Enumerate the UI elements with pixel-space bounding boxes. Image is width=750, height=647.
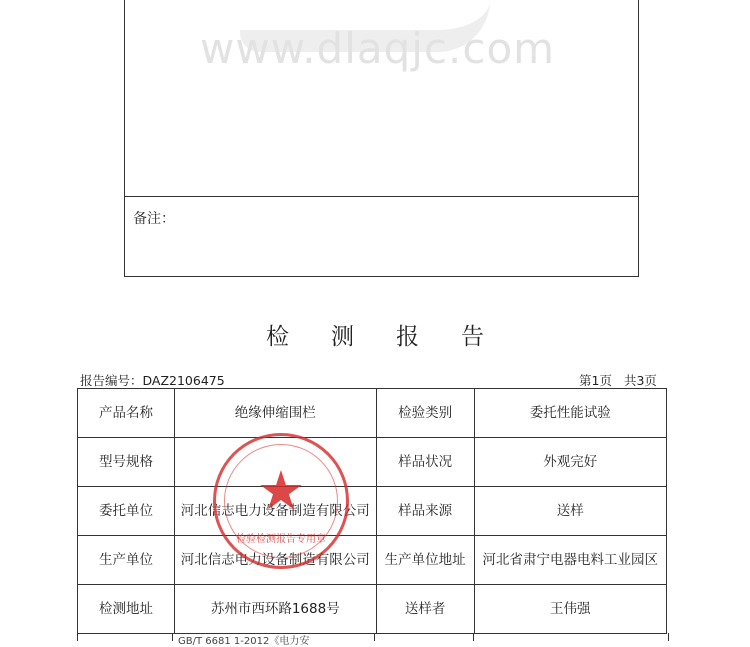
value-manufacturer: 河北信志电力设备制造有限公司 xyxy=(174,536,376,585)
page-current: 第1页 xyxy=(579,373,612,388)
page-total: 共3页 xyxy=(623,373,657,388)
label-manufacturer: 生产单位 xyxy=(78,536,175,585)
value-client: 河北信志电力设备制造有限公司 xyxy=(174,487,376,536)
table-row xyxy=(78,389,667,438)
previous-page-box xyxy=(124,0,639,277)
report-number: 报告编号：DAZ2106475 xyxy=(80,373,225,388)
remark-label: 备注： xyxy=(133,211,175,227)
table-row xyxy=(78,438,667,487)
table-row xyxy=(78,536,667,585)
label-manufacturer-address: 生产单位地址 xyxy=(376,536,474,585)
watermark-text: www.dlaqjc.com xyxy=(200,24,556,73)
remark-divider xyxy=(125,196,638,197)
label-product-name: 产品名称 xyxy=(78,389,175,438)
seal-text: 检验检测报告专用章 xyxy=(236,534,326,545)
cell-divider xyxy=(473,633,474,641)
value-inspection-type: 委托性能试验 xyxy=(474,389,666,438)
label-model-spec: 型号规格 xyxy=(78,438,175,487)
label-test-address: 检测地址 xyxy=(78,585,175,634)
value-sender: 王伟强 xyxy=(474,585,666,634)
report-info-table xyxy=(77,388,667,634)
value-product-name: 绝缘伸缩围栏 xyxy=(174,389,376,438)
cell-divider xyxy=(172,633,173,641)
label-sender: 送样者 xyxy=(376,585,474,634)
cell-divider xyxy=(374,633,375,641)
partial-row-text: GB/T 6681 1-2012《电力安 xyxy=(178,636,310,647)
value-manufacturer-address: 河北省肃宁电器电料工业园区 xyxy=(474,536,666,585)
label-sample-source: 样品来源 xyxy=(376,487,474,536)
table-row xyxy=(78,585,667,634)
label-inspection-type: 检验类别 xyxy=(376,389,474,438)
partial-table-row xyxy=(77,633,669,647)
report-title: 检测报告 xyxy=(266,324,526,350)
seal-star-icon: ★ xyxy=(256,459,306,522)
label-sample-condition: 样品状况 xyxy=(376,438,474,487)
value-sample-source: 送样 xyxy=(474,487,666,536)
red-official-seal xyxy=(213,433,349,569)
page-indicator xyxy=(579,371,669,389)
value-test-address: 苏州市西环路1688号 xyxy=(174,585,376,634)
label-client: 委托单位 xyxy=(78,487,175,536)
value-sample-condition: 外观完好 xyxy=(474,438,666,487)
table-row xyxy=(78,487,667,536)
